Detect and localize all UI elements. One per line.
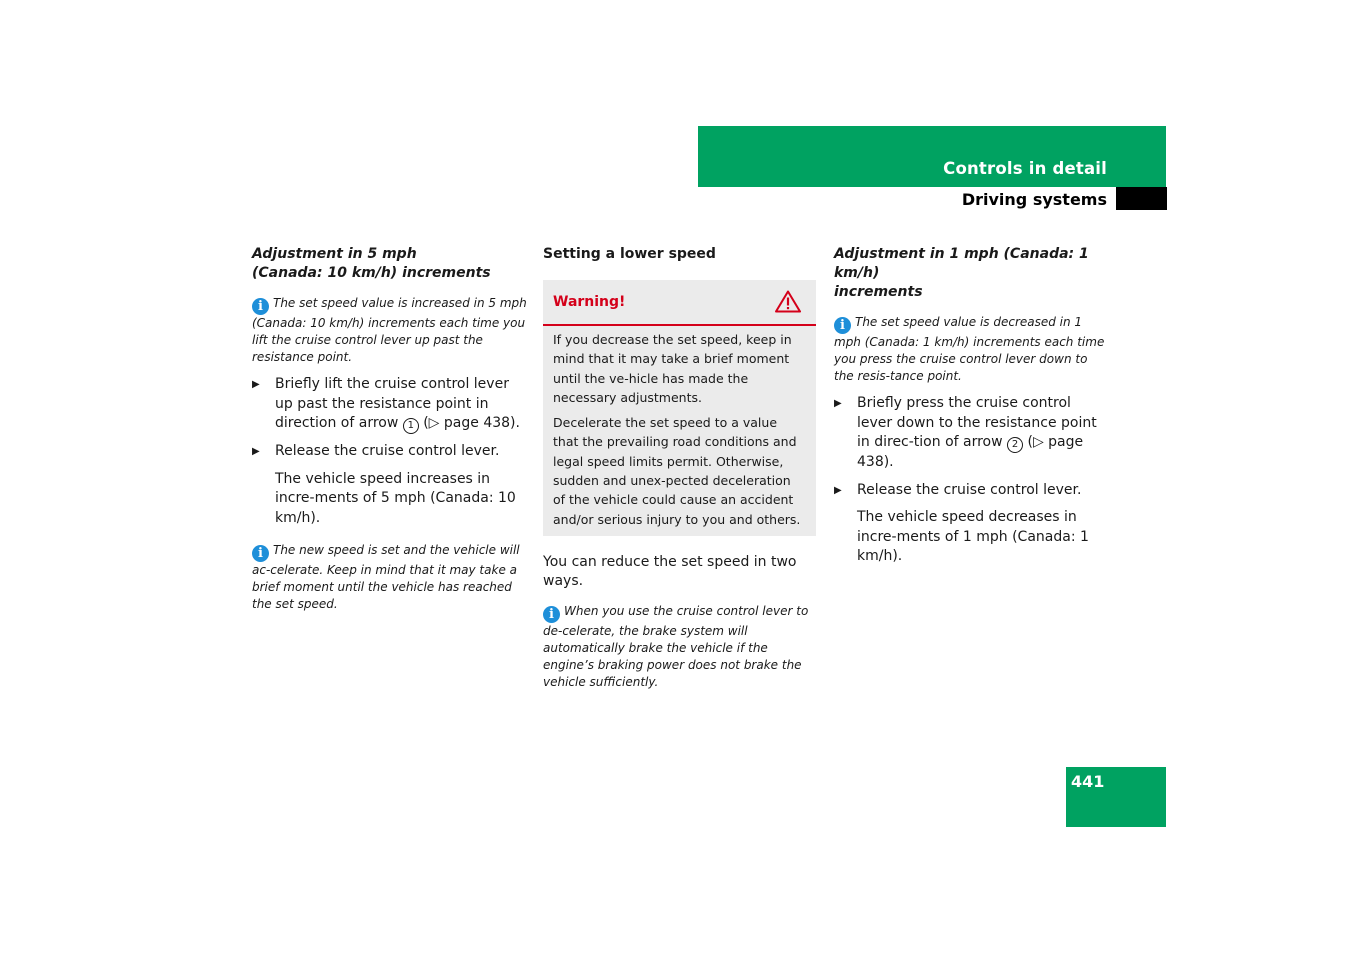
arrow-number: 1 <box>403 418 419 434</box>
step-item: ▶ Briefly lift the cruise control lever up past the resistance point in direction of arrow 1 (▷ page 438). <box>252 375 527 434</box>
body-text: You can reduce the set speed in two ways. <box>543 553 797 590</box>
subsection-title: Driving systems <box>961 190 1107 209</box>
heading-1mph: Adjustment in 1 mph (Canada: 1 km/h) increments <box>834 246 1089 300</box>
warning-triangle-icon <box>775 290 801 317</box>
triangle-bullet-icon: ▶ <box>834 484 842 496</box>
step-result: The vehicle speed decreases in incre-ments of 1 mph (Canada: 1 km/h). <box>857 509 1089 564</box>
info-icon: i <box>252 545 269 562</box>
page-reference[interactable]: (▷ page 438). <box>857 434 1084 470</box>
page-number: 441 <box>1071 772 1105 791</box>
step-result: The vehicle speed increases in incre-ments of 5 mph (Canada: 10 km/h). <box>275 470 516 526</box>
column-left <box>252 245 527 613</box>
warning-header <box>543 280 816 326</box>
column-right <box>834 245 1109 567</box>
warning-box <box>543 280 816 536</box>
triangle-bullet-icon: ▶ <box>834 398 842 409</box>
step-item: ▶ Release the cruise control lever. <box>834 481 1109 501</box>
heading-lower-speed: Setting a lower speed <box>543 246 716 262</box>
arrow-number: 2 <box>1007 437 1023 453</box>
heading-5mph: Adjustment in 5 mph (Canada: 10 km/h) increments <box>252 246 491 281</box>
info-note: i The new speed is set and the vehicle will ac-celerate. Keep in mind that it may take a brief moment until the vehicle has reached the set speed. <box>252 543 520 611</box>
warning-paragraph: If you decrease the set speed, keep in mind that it may take a brief moment until the ve-hicle has made the necessary adjustments. <box>553 332 792 405</box>
warning-body <box>543 326 816 536</box>
page-reference[interactable]: (▷ page 438). <box>423 415 520 431</box>
info-icon: i <box>543 606 560 623</box>
step-item: ▶ Release the cruise control lever. <box>252 442 527 462</box>
info-icon: i <box>834 317 851 334</box>
info-note: i The set speed value is decreased in 1 mph (Canada: 1 km/h) increments each time you press the cruise control lever down to the resis-tance point. <box>834 315 1105 383</box>
info-note: i The set speed value is increased in 5 mph (Canada: 10 km/h) increments each time you lift the cruise control lever up past the resistance point. <box>252 296 527 364</box>
step-item: ▶ Briefly press the cruise control lever down to the resistance point in direc-tion of arrow 2 (▷ page 438). <box>834 395 1097 470</box>
column-middle <box>543 245 816 691</box>
thumb-tab <box>1116 187 1167 210</box>
section-title: Controls in detail <box>943 159 1107 178</box>
triangle-bullet-icon: ▶ <box>252 446 260 457</box>
triangle-bullet-icon: ▶ <box>252 379 260 390</box>
warning-title: Warning! <box>553 294 626 310</box>
info-icon: i <box>252 298 269 315</box>
info-note: i When you use the cruise control lever to de-celerate, the brake system will automatically brake the vehicle if the engine’s braking power does not brake the vehicle sufficiently. <box>543 603 809 689</box>
warning-paragraph: Decelerate the set speed to a value that the prevailing road conditions and legal speed limits permit. Otherwise, sudden and unex-pected deceleration of the vehicle could cause an accident and/or serious injury to you and others. <box>553 415 801 527</box>
